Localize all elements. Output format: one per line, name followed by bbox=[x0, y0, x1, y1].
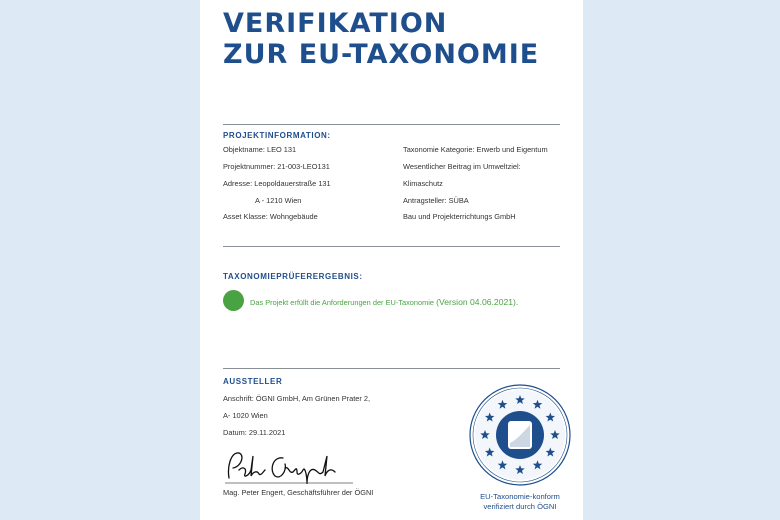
issuer-heading: AUSSTELLER bbox=[223, 377, 283, 386]
result-statement: Das Projekt erfüllt die Anforderungen der EU-Taxonomie (Version 04.06.2021). bbox=[250, 297, 519, 307]
project-info-heading: PROJEKTINFORMATION: bbox=[223, 131, 331, 140]
address: Adresse: Leopoldauerstraße 131 bbox=[223, 179, 331, 188]
environmental-goal: Klimaschutz bbox=[403, 179, 443, 188]
object-name: Objektname: LEO 131 bbox=[223, 145, 297, 154]
applicant: Antragsteller: SÜBA bbox=[403, 196, 469, 205]
taxonomy-category: Taxonomie Kategorie: Erwerb und Eigentum bbox=[403, 145, 548, 154]
divider bbox=[223, 368, 560, 369]
signature-image bbox=[223, 448, 363, 488]
signer-name: Mag. Peter Engert, Geschäftsführer der ÖGNI bbox=[223, 488, 374, 497]
contribution-label: Wesentlicher Beitrag im Umweltziel: bbox=[403, 162, 521, 171]
status-indicator bbox=[223, 290, 244, 311]
applicant-company: Bau und Projekterrichtungs GmbH bbox=[403, 212, 516, 221]
project-number: Projektnummer: 21-003-LEO131 bbox=[223, 162, 330, 171]
ogni-seal-icon bbox=[468, 383, 572, 487]
divider bbox=[223, 124, 560, 125]
issuer-address: Anschrift: ÖGNI GmbH, Am Grünen Prater 2, bbox=[223, 394, 371, 403]
seal-caption: EU-Taxonomie-konform verifiziert durch ÖGNI bbox=[480, 492, 560, 511]
issue-date: Datum: 29.11.2021 bbox=[223, 428, 286, 437]
asset-class: Asset Klasse: Wohngebäude bbox=[223, 212, 318, 221]
document-title: VERIFIKATION ZUR EU-TAXONOMIE bbox=[223, 8, 540, 70]
result-version: (Version 04.06.2021). bbox=[436, 297, 519, 307]
issuer-city: A- 1020 Wien bbox=[223, 411, 268, 420]
divider bbox=[223, 246, 560, 247]
result-heading: TAXONOMIEPRÜFERERGEBNIS: bbox=[223, 272, 363, 281]
address-city: A - 1210 Wien bbox=[255, 196, 302, 205]
certificate-page bbox=[200, 0, 583, 520]
